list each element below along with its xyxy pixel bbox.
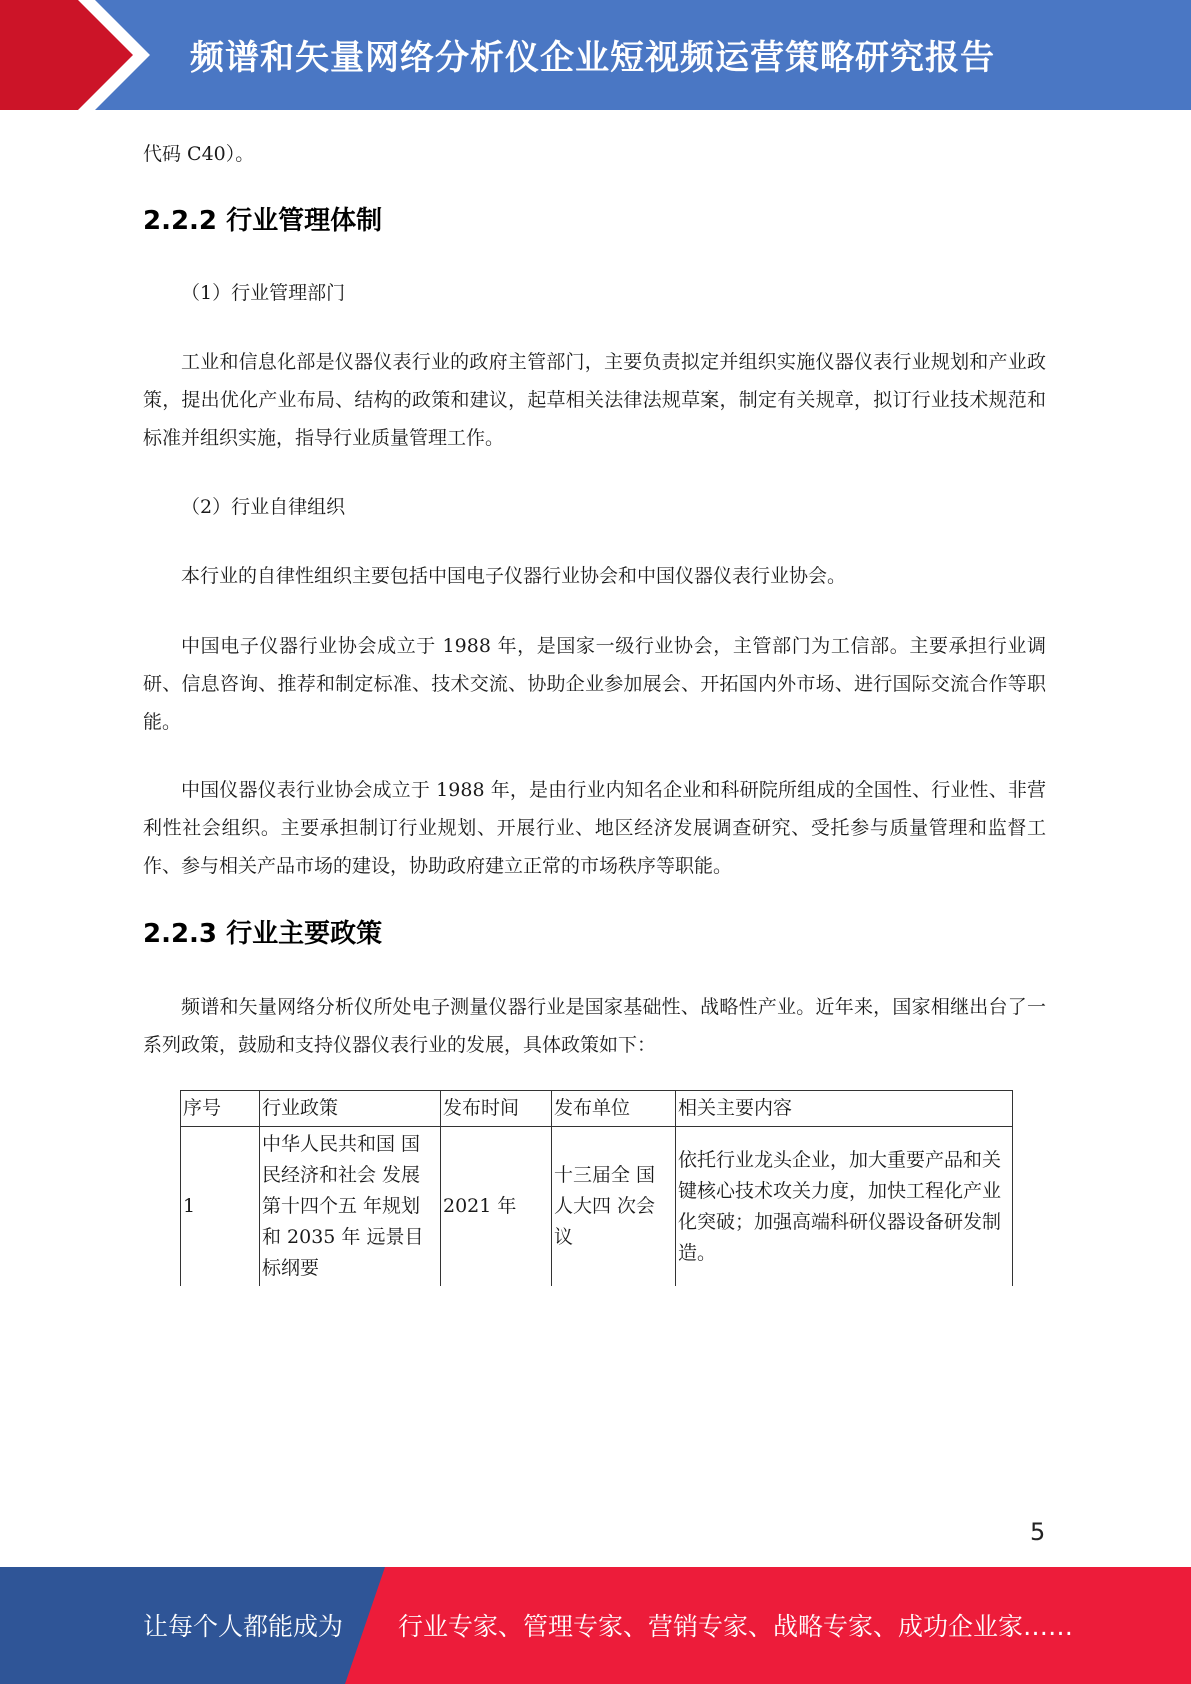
table-cell-date: 2021 年 — [441, 1127, 552, 1287]
subheading-management-dept: （1）行业管理部门 — [181, 282, 346, 304]
table-row — [181, 1127, 1013, 1287]
paragraph-instrument-assoc: 中国仪器仪表行业协会成立于 1988 年，是由行业内知名企业和科研院所组成的全国性、行业性、非营利性社会组织。主要承担制订行业规划、开展行业、地区经济发展调查研究、受托参与质量管理和监督工作、参与相关产品市场的建设，协助政府建立正常的市场秩序等职能。 — [143, 779, 1046, 877]
table-header-cell: 行业政策 — [260, 1091, 441, 1127]
table-header-cell: 序号 — [181, 1091, 260, 1127]
report-title: 频谱和矢量网络分析仪企业短视频运营策略研究报告 — [190, 38, 995, 78]
page-number: 5 — [1030, 1518, 1046, 1546]
subheading-self-regulatory: （2）行业自律组织 — [181, 496, 346, 518]
footer-slogan-right: 行业专家、管理专家、营销专家、战略专家、成功企业家…… — [398, 1612, 1074, 1641]
table-header-row — [181, 1091, 1013, 1127]
paragraph-miit: 工业和信息化部是仪器仪表行业的政府主管部门，主要负责拟定并组织实施仪器仪表行业规划和产业政策，提出优化产业布局、结构的政策和建议，起草相关法律法规草案，制定有关规章，拟订行业技术规范和标准并组织实施，指导行业质量管理工作。 — [143, 351, 1046, 449]
header-chevron-icon — [0, 0, 160, 110]
table-cell-issuer: 十三届全 国人大四 次会议 — [552, 1127, 676, 1287]
paragraph-associations: 本行业的自律性组织主要包括中国电子仪器行业协会和中国仪器仪表行业协会。 — [181, 565, 847, 587]
page-header — [0, 0, 1191, 110]
table-cell-no: 1 — [181, 1127, 260, 1287]
policy-table — [180, 1090, 1013, 1286]
table-header-cell: 相关主要内容 — [676, 1091, 1013, 1127]
paragraph-policies-intro: 频谱和矢量网络分析仪所处电子测量仪器行业是国家基础性、战略性产业。近年来，国家相继出台了一系列政策，鼓励和支持仪器仪表行业的发展，具体政策如下： — [143, 996, 1046, 1056]
continuation-text: 代码 C40）。 — [143, 143, 255, 165]
paragraph-electronic-instrument-assoc: 中国电子仪器行业协会成立于 1988 年，是国家一级行业协会，主管部门为工信部。主要承担行业调研、信息咨询、推荐和制定标准、技术交流、协助企业参加展会、开拓国内外市场、进行国际交流合作等职能。 — [143, 635, 1046, 733]
table-header-cell: 发布单位 — [552, 1091, 676, 1127]
table-header-cell: 发布时间 — [441, 1091, 552, 1127]
section-heading-222: 2.2.2 行业管理体制 — [143, 206, 383, 236]
table-cell-content: 依托行业龙头企业，加大重要产品和关键核心技术攻关力度，加快工程化产业化突破；加强高端科研仪器设备研发制造。 — [676, 1127, 1013, 1287]
table-cell-policy: 中华人民共和国 国民经济和社会 发展第十四个五 年规划和 2035 年 远景目标纲要 — [260, 1127, 441, 1287]
section-heading-223: 2.2.3 行业主要政策 — [143, 919, 383, 949]
footer-slogan-left: 让每个人都能成为 — [143, 1612, 344, 1641]
page-footer — [0, 1567, 1191, 1684]
